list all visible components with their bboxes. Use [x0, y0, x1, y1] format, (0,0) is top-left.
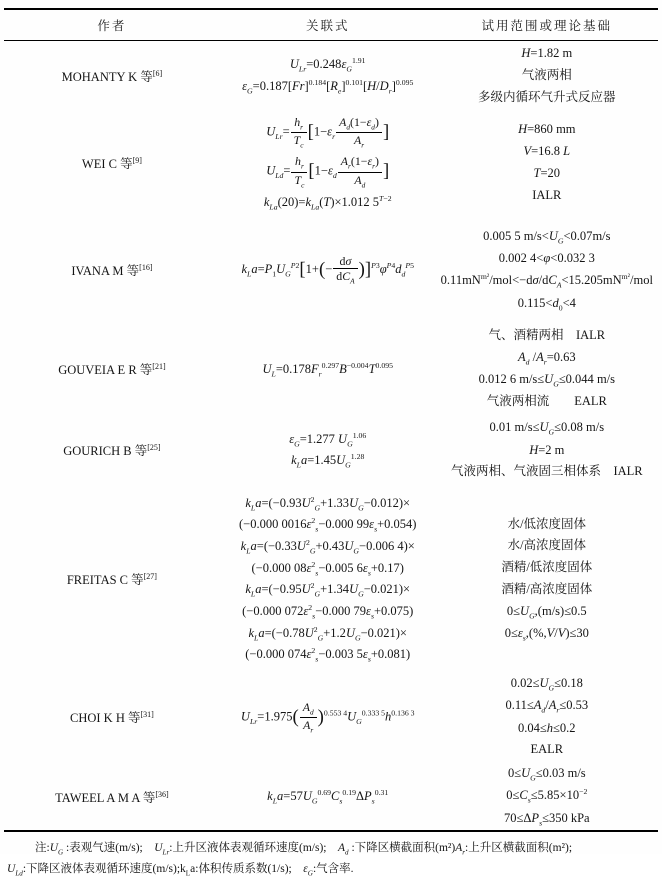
formula-cell — [220, 696, 436, 739]
condition-line: $0.11\le A_d/A_r\le 0.53$ — [505, 698, 589, 715]
reference-superscript: [21] — [152, 362, 166, 372]
table-row — [4, 215, 658, 325]
author-name: CHOI K H 等 — [70, 711, 141, 726]
table-row — [4, 41, 658, 111]
author-cell — [4, 360, 220, 378]
condition-line: H=1.82 m — [521, 46, 573, 61]
condition-line: 气液两相流 EALR — [486, 394, 607, 409]
conditions-cell — [436, 325, 658, 413]
condition-line: 气液两相 — [521, 68, 572, 83]
author-cell — [4, 67, 220, 85]
conditions-cell — [436, 226, 658, 314]
formula-line: $k_La=P_1U_G^{P2}[1+(-$ $\frac{d\sigma}{dC_A}$ )]$^{P3}\varphi^{P4}d_d^{P5}$ — [241, 254, 414, 286]
condition-line: 0.01 $m/s\le U_G\le 0.08$ m/s — [489, 420, 605, 437]
formula-line: $k_La=(-0.95U^2_G+1.34U_G-0.021)\times$ — [245, 581, 411, 599]
author-name: GOUVEIA E R 等 — [58, 363, 153, 378]
author-name: IVANA M 等 — [71, 264, 140, 279]
condition-line: 0.04≤h≤0.2 — [518, 720, 576, 735]
reference-superscript: [16] — [139, 263, 153, 273]
condition-line: IALR — [532, 188, 562, 203]
formula-cell — [220, 427, 436, 474]
condition-line: T=20 — [533, 166, 561, 181]
condition-line: 酒精/低浓度固体 — [501, 560, 593, 575]
condition-line: 酒精/高浓度固体 — [501, 582, 593, 597]
table-row — [4, 671, 658, 763]
formula-line: $k_La=(-0.33U^2_G+0.43U_G-0.006$ 4)× — [240, 538, 415, 556]
condition-line: 多级内循环气升式反应器 — [478, 89, 616, 104]
condition-line: 0.012 6 $m/s\le U_G\le 0.044$ m/s — [478, 372, 615, 389]
formula-line: $k_{La}(20)=k_{La}(T)\times 1.012$ $5^{T-2}$ — [263, 193, 392, 212]
formula-cell — [220, 250, 436, 290]
author-cell — [4, 154, 220, 172]
formula-line: $U_L=0.178F_r^{0.297}B^{-0.004}T^{0.095}$ — [262, 360, 393, 379]
table-row — [4, 487, 658, 671]
condition-line: H=860 mm — [518, 122, 576, 137]
author-name: MOHANTY K 等 — [61, 70, 153, 84]
condition-line: $0\le C_s\le 5.85\times 10^{-2}$ — [506, 787, 588, 806]
formula-line: $\varepsilon_G=1.277$ $U_G^{1.06}$ — [289, 430, 367, 449]
condition-line: 0.005 5 $m/s<U_G<0.07m/s$ — [483, 229, 611, 246]
condition-line: 气液两相、气液固三相体系 IALR — [450, 464, 643, 479]
footnote — [4, 838, 658, 881]
table-header-row — [4, 10, 658, 40]
condition-line: EALR — [530, 742, 564, 757]
table-row — [4, 111, 658, 215]
reference-superscript: [9] — [132, 156, 142, 166]
conditions-cell — [436, 673, 658, 761]
formula-line: (−0.000 $0016\varepsilon^2_s-0.000$ $99\varepsilon_s+0.054$) — [239, 516, 417, 535]
conditions-cell — [436, 514, 658, 646]
condition-line: $0\le U_G,(m/s)\le 0.5$ — [506, 604, 587, 621]
reference-superscript: [25] — [147, 443, 161, 453]
author-name: FREITAS C 等 — [66, 573, 144, 588]
formula-line: $k_La=(-0.93U^2_G+1.33U_G-0.012)\times$ — [245, 494, 411, 513]
author-cell — [4, 570, 220, 588]
author-name: WEI C 等 — [81, 157, 133, 172]
condition-line: $70\le\Delta P_s\le 350$ kPa — [504, 810, 590, 828]
author-name: GOURICH B 等 — [63, 444, 148, 459]
formula-line: $\varepsilon_G=0.187[Fr]^{0.184}[R_e]^{0.101}[H/D_r]^{0.095}$ — [242, 78, 414, 96]
formula-line: $U_{Lr}=1.975$( $\frac{A_d}{A_r}$ )$^{0.553 4}U_G^{0.333 5}h^{0.136 3}$ — [240, 699, 415, 735]
condition-line: $0.11mN^{m^2}/mol<-d\sigma/dC_A<15.205mN^{m^2}$/mol — [440, 272, 653, 290]
reference-superscript: [27] — [143, 572, 157, 582]
table-bottom-rule — [4, 830, 658, 832]
conditions-cell — [436, 763, 658, 829]
conditions-cell — [436, 119, 658, 207]
formula-cell — [220, 491, 436, 668]
formula-cell — [220, 784, 436, 810]
formula-cell — [220, 52, 436, 99]
condition-line: $0.115<d_0<4$ — [517, 295, 576, 313]
conditions-cell — [436, 417, 658, 483]
formula-line: (−0.000 $074\varepsilon^2_s-0.003$ $5\varepsilon_s+0.081$) — [245, 646, 411, 664]
condition-line: 0.002 4<φ<0.032 3 — [498, 251, 595, 266]
table-body — [4, 41, 658, 830]
formula-cell — [220, 111, 436, 215]
formula-cell — [220, 357, 436, 383]
footnote-line-2: $U_{Ld}$:下降区液体表观循环速度$(m/s);k_La$:体积传质系数(1/s); $\varepsilon_G$:气含率. — [7, 863, 354, 878]
condition-line: $A_d$ $/A_r=0.63$ — [517, 350, 576, 367]
reference-superscript: [6] — [152, 68, 163, 78]
condition-line: 水/高浓度固体 — [507, 538, 587, 553]
author-cell — [4, 708, 220, 726]
formula-line: $k_La=57U_G^{0.69}C_s^{0.19}\Delta P_s^{0.31}$ — [267, 787, 389, 806]
condition-line: V=16.8 L — [523, 144, 571, 159]
column-header-range: 试用范围或理论基础 — [481, 19, 613, 33]
footnote-line-1: 注$:U_G$ :表观气速(m/s); $U_{Lr}$:上升区液体表观循环速度(m/s); $A_d$ :下降区横截面积$(m^2)A_r$:上升区横截面积(m²); — [35, 841, 573, 856]
reference-superscript: [31] — [140, 710, 154, 720]
formula-line: $U_{Lr}=0.248\varepsilon_G^{1.91}$ — [289, 56, 366, 74]
condition-line: H=2 m — [529, 442, 565, 457]
condition-line: 水/低浓度固体 — [507, 516, 587, 531]
table-row — [4, 413, 658, 487]
condition-line: $0\le U_G\le 0.03$ m/s — [507, 766, 586, 783]
formula-line: $U_{Ld}=$ $\frac{h_r}{T_c}$ [$1-\varepsilon_d$ $\frac{A_r(1-\varepsilon_r)}{A_d}$ ] — [266, 154, 390, 189]
author-cell — [4, 441, 220, 459]
table-row — [4, 763, 658, 829]
formula-line: (−0.000 $08\varepsilon^2_s-0.005$ $6\varepsilon_s+0.17$) — [251, 559, 404, 578]
formula-line: $k_La=1.45U_G^{1.28}$ — [291, 452, 365, 470]
condition-line: $0\le\varepsilon_s,(\%,V/V)\le 30$ — [504, 626, 589, 643]
author-name: TAWEEL A M A 等 — [55, 790, 156, 805]
table-row — [4, 325, 658, 413]
formula-line: (−0.000 $072\varepsilon^2_s-0.000$ $79\varepsilon_s+0.075$) — [242, 603, 414, 621]
column-header-correlation: 关联式 — [305, 19, 350, 33]
formula-line: $U_{Lr}=$ $\frac{h_r}{T_c}$ [$1-\varepsilon_r$ $\frac{A_d(1-\varepsilon_d)}{A_r}$ ] — [266, 115, 390, 150]
conditions-cell — [436, 43, 658, 109]
column-header-author: 作者 — [97, 19, 127, 33]
condition-line: $0.02\le U_G\le 0.18$ — [510, 676, 583, 693]
condition-line: 气、酒精两相 IALR — [488, 328, 606, 343]
formula-line: $k_La=(-0.78U^2_G+1.2U_G-0.021)\times$ — [248, 624, 407, 643]
author-cell — [4, 261, 220, 279]
reference-superscript: [36] — [155, 789, 169, 799]
author-cell — [4, 788, 220, 806]
